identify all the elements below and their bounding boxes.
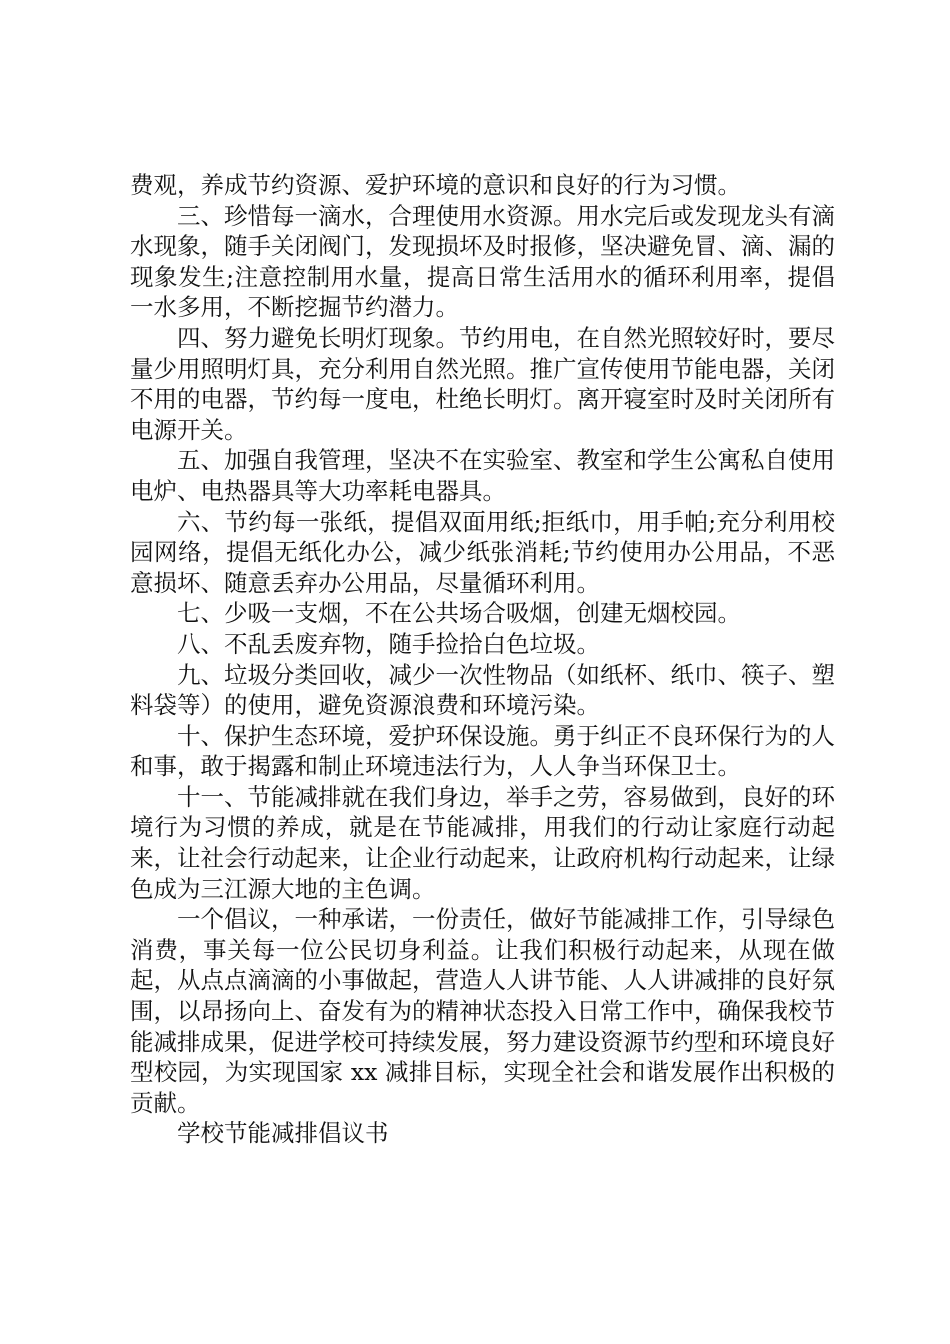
paragraph-item-10-ecology: 十、保护生态环境，爱护环保设施。勇于纠正不良环保行为的人和事，敢于揭露和制止环境违法行为，人人争当环保卫士。 — [130, 721, 835, 781]
paragraph-item-11-action: 十一、节能减排就在我们身边，举手之劳，容易做到，良好的环境行为习惯的养成，就是在节能减排，用我们的行动让家庭行动起来，让社会行动起来，让企业行动起来，让政府机构行动起来，让绿色成为三江源大地的主色调。 — [130, 782, 835, 903]
paragraph-continuation: 费观，养成节约资源、爱护环境的意识和良好的行为习惯。 — [130, 171, 741, 199]
document-body — [130, 170, 835, 1149]
paragraph-item-3-water: 三、珍惜每一滴水，合理使用水资源。用水完后或发现龙头有滴水现象，随手关闭阀门，发现损坏及时报修，坚决避免冒、滴、漏的现象发生;注意控制用水量，提高日常生活用水的循环利用率，提倡一水多用，不断挖掘节约潜力。 — [130, 201, 835, 322]
paragraph-conclusion: 一个倡议，一种承诺，一份责任，做好节能减排工作，引导绿色消费，事关每一位公民切身利益。让我们积极行动起来，从现在做起，从点点滴滴的小事做起，营造人人讲节能、人人讲减排的良好氛围，以昂扬向上、奋发有为的精神状态投入日常工作中，确保我校节能减排成果，促进学校可持续发展，努力建设资源节约型和环境良好型校园，为实现国家 xx 减排目标，实现全社会和谐发展作出积极的贡献。 — [130, 905, 835, 1117]
paragraph-item-9-recycling: 九、垃圾分类回收，减少一次性物品（如纸杯、纸巾、筷子、塑料袋等）的使用，避免资源浪费和环境污染。 — [130, 660, 835, 720]
paragraph-item-6-paper: 六、节约每一张纸，提倡双面用纸;拒纸巾，用手帕;充分利用校园网络，提倡无纸化办公，减少纸张消耗;节约使用办公用品，不恶意损坏、随意丢弃办公用品，尽量循环利用。 — [130, 507, 835, 597]
document-signature-title: 学校节能减排倡议书 — [177, 1119, 389, 1148]
paragraph-item-5-self-management: 五、加强自我管理，坚决不在实验室、教室和学生公寓私自使用电炉、电热器具等大功率耗电器具。 — [130, 446, 835, 505]
paragraph-item-4-lighting: 四、努力避免长明灯现象。节约用电，在自然光照较好时，要尽量少用照明灯具，充分利用自然光照。推广宣传使用节能电器，关闭不用的电器，节约每一度电，杜绝长明灯。离开寝室时及时关闭所有电源开关。 — [130, 323, 835, 444]
paragraph-item-7-smoking: 七、少吸一支烟，不在公共场合吸烟，创建无烟校园。 — [177, 599, 741, 628]
paragraph-item-8-litter: 八、不乱丢废弃物，随手捡拾白色垃圾。 — [177, 629, 600, 658]
